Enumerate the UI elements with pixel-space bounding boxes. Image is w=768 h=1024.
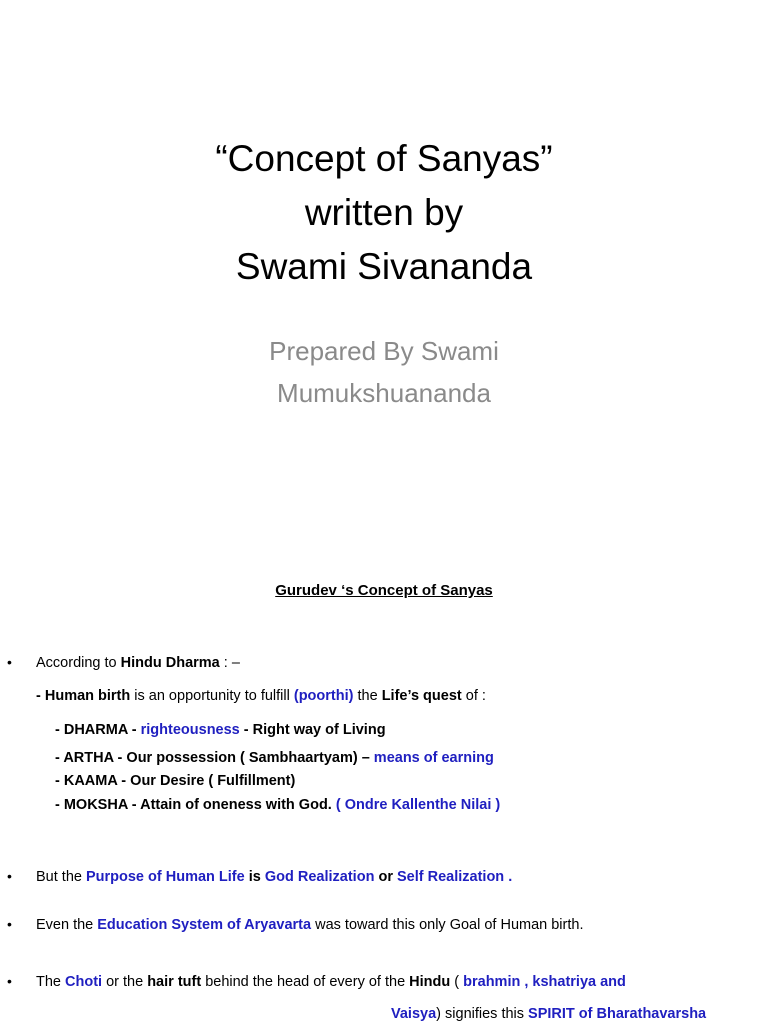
text-run: ( Ondre Kallenthe Nilai ): [335, 797, 501, 813]
subtitle-line-2: Mumukshuananda: [277, 378, 491, 408]
text-run: brahmin , kshatriya and: [463, 974, 626, 990]
text-run: behind the head of every of the: [201, 974, 410, 990]
text-run: - Right way of Living: [239, 722, 386, 738]
text-line-artha: [55, 748, 494, 768]
text-run: was toward this only Goal of Human birth.: [311, 917, 584, 933]
text-run: or: [374, 869, 397, 885]
text-run: Purpose of Human Life: [85, 869, 245, 885]
slide-subtitle: [0, 330, 768, 414]
text-run: -: [36, 688, 45, 704]
text-run: But the: [36, 869, 86, 885]
bullet-1: •: [7, 654, 12, 670]
title-line-3: Swami Sivananda: [235, 246, 533, 287]
text-run: Life’s quest: [381, 688, 462, 704]
content-slide: [0, 570, 768, 1024]
text-run: - ARTHA - Our possession ( Sambhaartyam) –: [55, 750, 374, 766]
text-run: is an opportunity to fulfill: [130, 688, 294, 704]
text-line-dharma: [55, 720, 386, 740]
text-run: Vaisya: [391, 1006, 437, 1022]
subtitle-line-1: Prepared By Swami: [269, 336, 499, 366]
text-run: means of earning: [373, 750, 494, 766]
section-heading: Gurudev ‘s Concept of Sanyas: [275, 582, 493, 599]
text-line-according: [36, 653, 240, 673]
text-run: Self Realization .: [397, 869, 513, 885]
text-run: of :: [461, 688, 486, 704]
text-run: According to: [36, 655, 121, 671]
text-run: hair tuft: [147, 974, 202, 990]
text-line-education: [36, 915, 583, 935]
text-line-human-birth: [36, 686, 486, 706]
text-run: (poorthi): [293, 688, 354, 704]
text-run: the: [353, 688, 382, 704]
text-run: - MOKSHA - Attain of oneness with God.: [55, 797, 336, 813]
text-run: Education System of Aryavarta: [97, 917, 312, 933]
bullet-2: •: [7, 868, 12, 884]
text-run: is: [244, 869, 265, 885]
text-run: (: [450, 974, 464, 990]
text-line-moksha: [55, 795, 500, 815]
slide-title: [0, 132, 768, 294]
text-run: : –: [219, 655, 240, 671]
text-line-choti: [36, 972, 626, 992]
text-run: Hindu Dharma: [120, 655, 220, 671]
text-run: Even the: [36, 917, 98, 933]
bullet-3: •: [7, 916, 12, 932]
text-run: The: [36, 974, 66, 990]
text-run: ) signifies this: [436, 1006, 529, 1022]
text-run: SPIRIT of Bharathavarsha: [528, 1006, 707, 1022]
title-line-1: “Concept of Sanyas”: [215, 138, 553, 179]
text-line-purpose: [36, 867, 512, 887]
text-run: - DHARMA -: [55, 722, 141, 738]
text-line-kaama: [55, 771, 295, 791]
text-run: Human birth: [44, 688, 131, 704]
text-run: Choti: [65, 974, 103, 990]
text-run: Hindu: [409, 974, 451, 990]
text-run: righteousness: [140, 722, 240, 738]
text-run: or the: [102, 974, 148, 990]
bullet-4: •: [7, 973, 12, 989]
text-run: God Realization: [264, 869, 375, 885]
text-run: - KAAMA - Our Desire ( Fulfillment): [55, 773, 296, 789]
text-line-vaisya: [391, 1004, 706, 1024]
title-line-2: written by: [304, 192, 464, 233]
